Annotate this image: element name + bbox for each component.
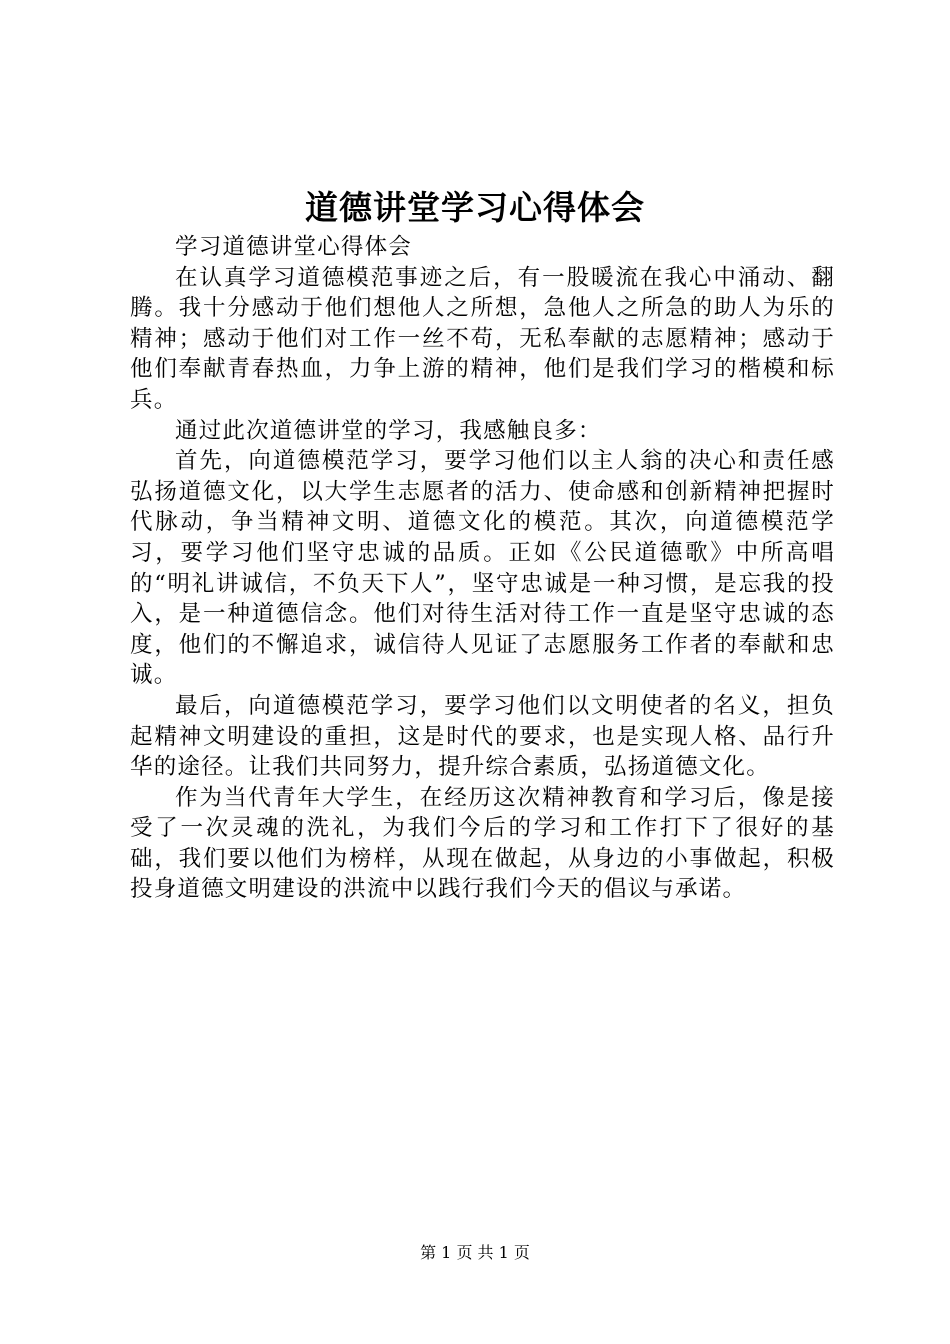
page-number-footer: 第 1 页 共 1 页	[420, 1243, 530, 1262]
paragraph: 首先，向道德模范学习，要学习他们以主人翁的决心和责任感弘扬道德文化，以大学生志愿者的活力、使命感和创新精神把握时代脉动，争当精神文明、道德文化的模范。其次，向道德模范学习，要学习他们坚守忠诚的品质。正如《公民道德歌》中所高唱的“明礼讲诚信，不负天下人”，坚守忠诚是一种习惯，是忘我的投入，是一种道德信念。他们对待生活对待工作一直是坚守忠诚的态度，他们的不懈追求，诚信待人见证了志愿服务工作者的奉献和忠诚。	[130, 448, 835, 689]
paragraph-subtitle: 学习道德讲堂心得体会	[175, 234, 413, 260]
paragraph: 在认真学习道德模范事迹之后，有一股暖流在我心中涌动、翻腾。我十分感动于他们想他人之所想，急他人之所急的助人为乐的精神；感动于他们对工作一丝不苟，无私奉献的志愿精神；感动于他们奉献青春热血，力争上游的精神，他们是我们学习的楷模和标兵。	[130, 264, 835, 413]
paragraph: 最后，向道德模范学习，要学习他们以文明使者的名义，担负起精神文明建设的重担，这是时代的要求，也是实现人格、品行升华的途径。让我们共同努力，提升综合素质，弘扬道德文化。	[130, 692, 835, 781]
document-body	[130, 232, 835, 905]
paragraph: 通过此次道德讲堂的学习，我感触良多：	[175, 417, 602, 444]
paragraph: 作为当代青年大学生，在经历这次精神教育和学习后，像是接受了一次灵魂的洗礼，为我们今后的学习和工作打下了很好的基础，我们要以他们为榜样，从现在做起，从身边的小事做起，积极投身道德文明建设的洪流中以践行我们今天的倡议与承诺。	[130, 784, 835, 903]
document-title: 道德讲堂学习心得体会	[305, 188, 645, 227]
